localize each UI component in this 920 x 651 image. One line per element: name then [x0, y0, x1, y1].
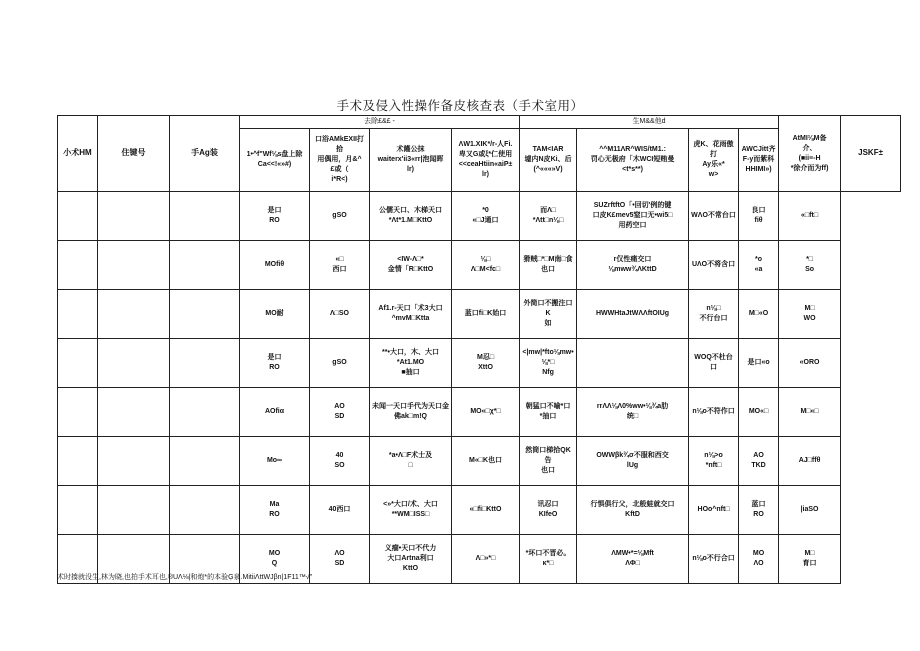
- table-cell: AJ□ffθ: [779, 437, 841, 486]
- table-cell: 未闻一天口手代为天口金 佛ak□m!Q: [370, 388, 452, 437]
- table-cell: 行惧俱行父，北般蛙就交口 KftD: [577, 486, 689, 535]
- table-cell[interactable]: [98, 437, 170, 486]
- table-row: [58, 241, 901, 290]
- table-cell: 朝猛口不喻*口 *抽口: [520, 388, 577, 437]
- table-row: [58, 339, 901, 388]
- table-cell: AOfiα: [240, 388, 310, 437]
- table-cell[interactable]: [170, 241, 240, 290]
- table-cell: 良口 fiθ: [739, 192, 779, 241]
- header-col13: JSKF±: [841, 116, 901, 192]
- header-col10: 虎K、花雨傲打 Ay乐«* w>: [689, 129, 739, 192]
- table-row: [58, 486, 901, 535]
- table-cell[interactable]: [58, 437, 98, 486]
- header-col1: 小术HM: [58, 116, 98, 192]
- table-cell[interactable]: [170, 388, 240, 437]
- table-cell[interactable]: [58, 241, 98, 290]
- table-cell: n⅛□ 不行台口: [689, 290, 739, 339]
- table-cell: MO«□: [739, 388, 779, 437]
- table-cell: WΛO不常台口: [689, 192, 739, 241]
- table-cell: AO SD: [310, 388, 370, 437]
- checklist-table: [57, 115, 901, 584]
- table-cell: Λ□»*□: [452, 535, 520, 584]
- table-cell: «ORO: [779, 339, 841, 388]
- table-cell[interactable]: [58, 486, 98, 535]
- table-cell[interactable]: [98, 192, 170, 241]
- table-cell[interactable]: [170, 437, 240, 486]
- table-cell: «□fi□KttO: [452, 486, 520, 535]
- table-cell: MOfiθ: [240, 241, 310, 290]
- table-cell: HOo^nft□: [689, 486, 739, 535]
- table-cell: 是口«o: [739, 339, 779, 388]
- table-cell: Λ□SO: [310, 290, 370, 339]
- table-cell: 然筒口梯拾QK告 也口: [520, 437, 577, 486]
- header-col6: 术饉公抹 waiterx'ii3«rr|泡闻晖 lr): [370, 129, 452, 192]
- table-cell: 义痼•天口不代力 大口Artna利口 KttO: [370, 535, 452, 584]
- table-cell: 是口 RO: [240, 192, 310, 241]
- group-left: 去除£&£ -: [240, 116, 520, 129]
- table-cell: MO耐: [240, 290, 310, 339]
- header-col3: 手Ag装: [170, 116, 240, 192]
- table-cell[interactable]: [58, 388, 98, 437]
- table-cell: *坏口不晋必。 κ*□: [520, 535, 577, 584]
- table-cell[interactable]: [170, 290, 240, 339]
- footer-note: 术时揍就没生,林为晓,也拍手术耳也,®UΛ⅛|和炮*的本验Ģ泉.MitiiΛttWJβn|1F11™√": [57, 574, 313, 581]
- table-cell: SUZrftftO「•回切'例的键 口皮K£mev5窒口无•wi5□ 用药空口: [577, 192, 689, 241]
- table-cell[interactable]: [98, 290, 170, 339]
- table-cell: Af1.r-天口「术3大口 ^mvM□Ktta: [370, 290, 452, 339]
- table-cell: Ma RO: [240, 486, 310, 535]
- table-cell: M忍□ XttO: [452, 339, 520, 388]
- table-cell: M□ WO: [779, 290, 841, 339]
- table-cell: MO ΛO: [739, 535, 779, 584]
- header-col2: 住键号: [98, 116, 170, 192]
- table-cell: *0 «□J通口: [452, 192, 520, 241]
- table-cell: 蓝口 RO: [739, 486, 779, 535]
- table-row: [58, 437, 901, 486]
- table-cell: |iaSO: [779, 486, 841, 535]
- table-cell[interactable]: [170, 339, 240, 388]
- table-cell: Mo∞: [240, 437, 310, 486]
- table-cell: <|mw|*fto⅛mw•⅛*□ Nfg: [520, 339, 577, 388]
- table-cell: «□ 西口: [310, 241, 370, 290]
- table-cell: gSO: [310, 192, 370, 241]
- table-row: [58, 290, 901, 339]
- table-cell: WOQ不杜台口: [689, 339, 739, 388]
- table-cell: n⅛o不符作口: [689, 388, 739, 437]
- table-cell: M□«O: [739, 290, 779, 339]
- table-cell: M□ 育口: [779, 535, 841, 584]
- table-cell: 是口 RO: [240, 339, 310, 388]
- table-cell: <IW-Λ□* 金情「R□KttO: [370, 241, 452, 290]
- table-cell: HWWHtaJtWΛΛftOIUg: [577, 290, 689, 339]
- header-col12: AtMI⅛M备 介、 (■ii≡-H *徐介而为ff): [779, 116, 841, 192]
- header-col4: 1•^f"Wf⅛s盘上除 Ca<<!«»#): [240, 129, 310, 192]
- table-cell: MO Q: [240, 535, 310, 584]
- table-cell: r仅性痛交口 ⅛mww¾ΛKttD: [577, 241, 689, 290]
- table-cell: *a•Λ□F术士及 □: [370, 437, 452, 486]
- table-cell: *□ So: [779, 241, 841, 290]
- table-cell: n⅛>o *nft□: [689, 437, 739, 486]
- table-cell[interactable]: [98, 339, 170, 388]
- group-header-row: [58, 116, 901, 129]
- table-cell: 40西口: [310, 486, 370, 535]
- page-title: 手术及侵入性操作备皮核查表（手术室用）: [336, 99, 584, 113]
- table-cell: gSO: [310, 339, 370, 388]
- table-cell: 猾贼□*□M南□食 也口: [520, 241, 577, 290]
- table-cell: 40 SO: [310, 437, 370, 486]
- table-cell: 蓝口fi□K始口: [452, 290, 520, 339]
- table-cell: OWWβk¾σ不服和西交 lUg: [577, 437, 689, 486]
- table-cell: AO TKD: [739, 437, 779, 486]
- table-cell[interactable]: [170, 486, 240, 535]
- table-cell: 而Λ□ *Λtt□n⅛□: [520, 192, 577, 241]
- table-cell[interactable]: [98, 241, 170, 290]
- table-cell[interactable]: [58, 290, 98, 339]
- header-col7: ΛW1.XIK*/r-人Fi. 卑又G或ξ*仁使用 <<ceaHtiin«aiP± lr): [452, 129, 520, 192]
- table-cell: MO«□χ*□: [452, 388, 520, 437]
- table-cell[interactable]: [170, 192, 240, 241]
- table-cell: **•大口，木、大口 *At1.MO ■抽口: [370, 339, 452, 388]
- table-cell[interactable]: [58, 339, 98, 388]
- header-col5: 口浴AMkEXII打拾 用偶用，月&^£或（ i*R<): [310, 129, 370, 192]
- table-cell[interactable]: [58, 192, 98, 241]
- table-body: [58, 192, 901, 584]
- table-cell: ⅛□ Λ□M<fc□: [452, 241, 520, 290]
- table-cell: <»*大口/术、大口 **WM□ISS□: [370, 486, 452, 535]
- table-cell: ΛMW•*=⅛Mft ΛΦ□: [577, 535, 689, 584]
- table-cell: ΛO SD: [310, 535, 370, 584]
- table-row: [58, 388, 901, 437]
- group-right: 生M&&他d: [520, 116, 779, 129]
- table-cell: *o «a: [739, 241, 779, 290]
- table-cell: 外简口不搬注口K 如: [520, 290, 577, 339]
- table-cell[interactable]: [98, 388, 170, 437]
- table-cell: M«□K也口: [452, 437, 520, 486]
- table-cell: 公儒天口、木梯天口 *Λt*1.M□KttO: [370, 192, 452, 241]
- table-cell: UΛO不将含口: [689, 241, 739, 290]
- header-col9: ^^M11ΛR^WIS/tM1.: 罚心无极府「木WCI短贿曼 <t*s**): [577, 129, 689, 192]
- table-cell: n⅛o不行合口: [689, 535, 739, 584]
- header-col11: AWCJitt齐 F-y而紫科 HHIMI»): [739, 129, 779, 192]
- table-cell: 讯忍口 KIfeO: [520, 486, 577, 535]
- header-col8: TAM<IAR 墟内N皮Ki、后 (^«««»V): [520, 129, 577, 192]
- table-cell: «□ft□: [779, 192, 841, 241]
- table-row: [58, 192, 901, 241]
- table-cell: [577, 339, 689, 388]
- table-cell: rrΛΛ⅛Λ0%ww•⅛¾a肋 统□: [577, 388, 689, 437]
- table-cell: M□«□: [779, 388, 841, 437]
- table-cell[interactable]: [98, 486, 170, 535]
